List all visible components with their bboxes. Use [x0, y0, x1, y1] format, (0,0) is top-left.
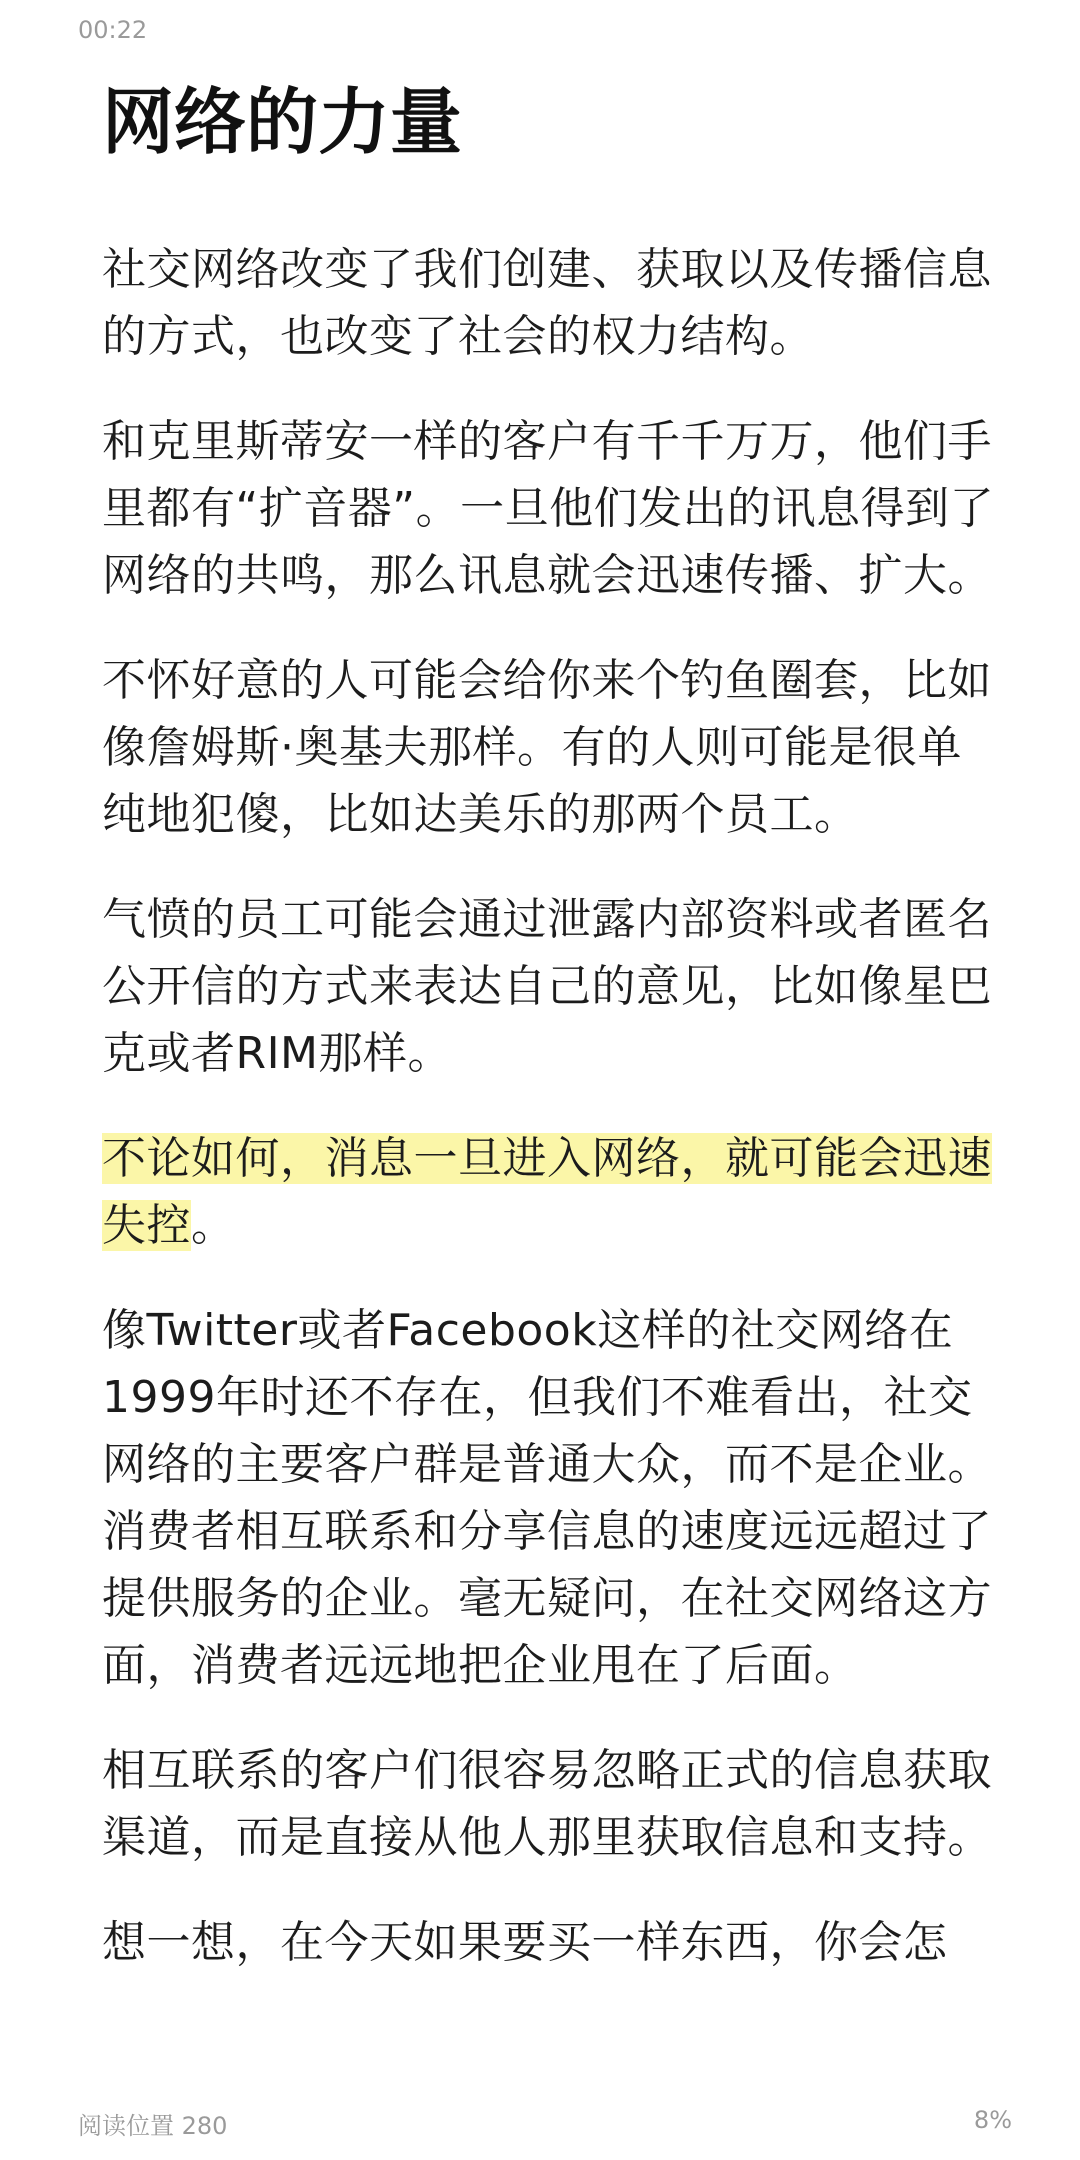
- paragraph: 像Twitter或者Facebook这样的社交网络在1999年时还不存在，但我们不难看出，社交网络的主要客户群是普通大众，而不是企业。消费者相互联系和分享信息的速度远远超过了提供服务的企业。毫无疑问，在社交网络这方面，消费者远远地把企业甩在了后面。: [102, 1305, 992, 1691]
- paragraph: 相互联系的客户们很容易忽略正式的信息获取渠道，而是直接从他人那里获取信息和支持。: [102, 1745, 992, 1863]
- highlighted-paragraph: [102, 1125, 1002, 1259]
- paragraph: 不怀好意的人可能会给你来个钓鱼圈套，比如像詹姆斯·奥基夫那样。有的人则可能是很单纯地犯傻，比如达美乐的那两个员工。: [102, 655, 992, 840]
- reading-progress: 8%: [973, 2106, 1012, 2134]
- paragraph: 想一想，在今天如果要买一样东西，你会怎: [102, 1917, 948, 1968]
- text-highlight[interactable]: 不论如何，消息一旦进入网络，就可能会迅速失控: [102, 1133, 992, 1251]
- paragraph: 气愤的员工可能会通过泄露内部资料或者匿名公开信的方式来表达自己的意见，比如像星巴克或者RIM那样。: [102, 894, 992, 1079]
- status-time: 00:22: [78, 16, 148, 44]
- reading-content[interactable]: [102, 72, 1002, 2014]
- chapter-title: 网络的力量: [102, 80, 463, 164]
- reading-position: 阅读位置 280: [78, 2112, 228, 2140]
- paragraph: 和克里斯蒂安一样的客户有千千万万，他们手里都有“扩音器”。一旦他们发出的讯息得到了网络的共鸣，那么讯息就会迅速传播、扩大。: [102, 416, 995, 601]
- paragraph: 社交网络改变了我们创建、获取以及传播信息的方式，也改变了社会的权力结构。: [102, 244, 992, 362]
- highlight-tail: 。: [191, 1200, 236, 1251]
